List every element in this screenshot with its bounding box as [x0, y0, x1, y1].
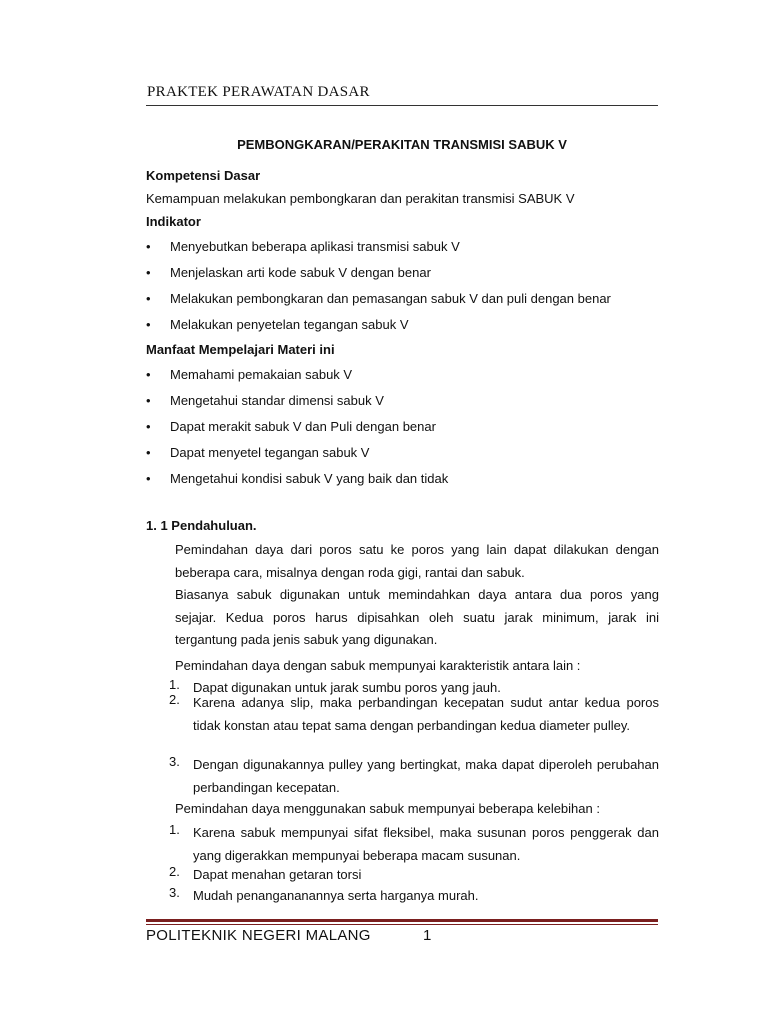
bullet-icon: • — [146, 317, 151, 332]
header-divider — [146, 105, 658, 106]
paragraph: Pemindahan daya menggunakan sabuk mempunyai beberapa kelebihan : — [175, 801, 600, 816]
page-number: 1 — [423, 927, 432, 944]
bullet-icon: • — [146, 239, 151, 254]
document-title: PEMBONGKARAN/PERAKITAN TRANSMISI SABUK V — [237, 137, 567, 152]
indikator-heading: Indikator — [146, 214, 201, 229]
footer-institution: POLITEKNIK NEGERI MALANG — [146, 927, 371, 944]
running-header: PRAKTEK PERAWATAN DASAR — [147, 84, 370, 100]
paragraph: Pemindahan daya dari poros satu ke poros yang lain dapat dilakukan dengan beberapa cara, misalnya dengan roda gigi, rantai dan sabuk. — [175, 542, 659, 580]
kompetensi-heading: Kompetensi Dasar — [146, 168, 261, 183]
bullet-icon: • — [146, 367, 151, 382]
bullet-icon: • — [146, 265, 151, 280]
paragraph: Pemindahan daya dengan sabuk mempunyai karakteristik antara lain : — [175, 658, 581, 673]
section-heading: 1. 1 Pendahuluan. — [146, 518, 257, 533]
manfaat-heading: Manfaat Mempelajari Materi ini — [146, 342, 335, 357]
bullet-icon: • — [146, 445, 151, 460]
bullet-icon: • — [146, 471, 151, 486]
bullet-icon: • — [146, 419, 151, 434]
bullet-icon: • — [146, 291, 151, 306]
footer-divider — [146, 919, 658, 922]
bullet-icon: • — [146, 393, 151, 408]
paragraph: Biasanya sabuk digunakan untuk memindahkan daya antara dua poros yang sejajar. Kedua poros harus dipisahkan oleh suatu jarak minimum, jarak ini tergantung pada jenis sabuk yang digunakan. — [175, 587, 659, 647]
kompetensi-text: Kemampuan melakukan pembongkaran dan perakitan transmisi SABUK V — [146, 191, 575, 206]
footer-divider-thin — [146, 924, 658, 925]
